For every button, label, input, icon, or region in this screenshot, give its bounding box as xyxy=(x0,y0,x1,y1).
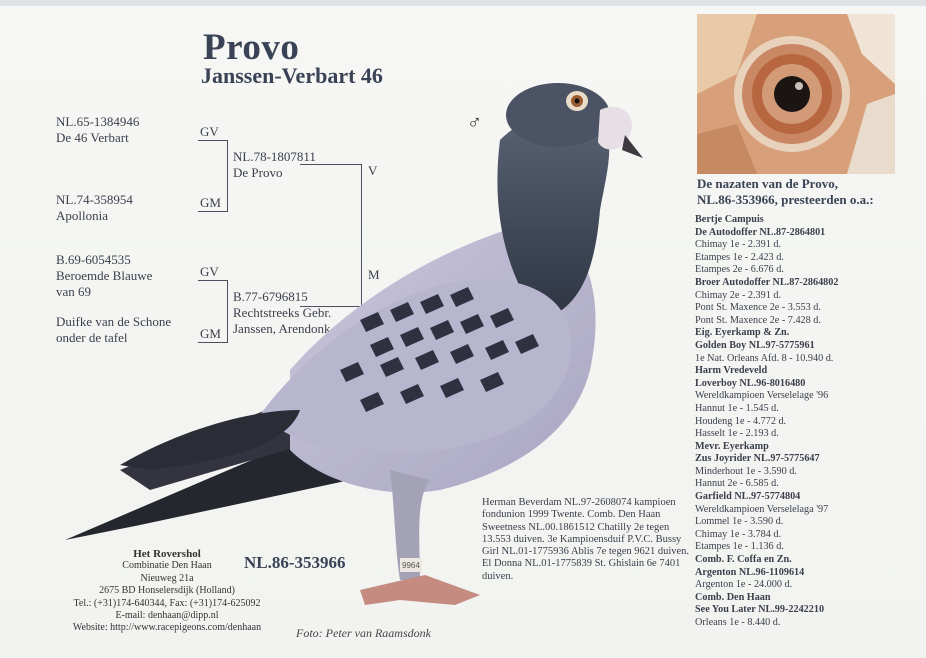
offspring-line: Wereldkampioen Verselelaga '97 xyxy=(695,503,829,515)
offspring-line: Hasselt 1e - 2.193 d. xyxy=(695,428,779,440)
offspring-line: Minderhout 1e - 3.590 d. xyxy=(695,465,797,477)
breeder-line-2: Nieuweg 21a xyxy=(140,572,194,584)
offspring-line: De Autodoffer NL.87-2864801 xyxy=(695,226,826,238)
breeder-line-3: 2675 BD Honselersdijk (Holland) xyxy=(99,585,235,597)
offspring-line: Garfield NL.97-5774804 xyxy=(695,491,801,503)
gv-tag-1: GV xyxy=(200,124,219,139)
father-ring: NL.78-1807811 xyxy=(233,149,316,164)
ring-number: NL.86-353966 xyxy=(244,553,346,572)
eye-pupil xyxy=(575,99,580,104)
photo-credit: Foto: Peter van Raamsdonk xyxy=(296,626,431,640)
offspring-line: Etampes 1e - 2.423 d. xyxy=(695,251,784,263)
offspring-line: Pont St. Maxence 2e - 3.553 d. xyxy=(695,302,821,314)
gm-tag-1: GM xyxy=(200,195,221,210)
mother-line-2: Janssen, Arendonk xyxy=(233,321,331,336)
top-border xyxy=(0,0,926,6)
grandfather-2-name-1: Beroemde Blauwe xyxy=(56,268,153,283)
offspring-line: Lommel 1e - 3.590 d. xyxy=(695,516,784,528)
gv-tag-2: GV xyxy=(200,264,219,279)
offspring-line: Comb. Den Haan xyxy=(695,591,771,603)
foot-shape xyxy=(360,575,480,605)
grandfather-2-ring: B.69-6054535 xyxy=(56,252,131,267)
offspring-line: Pont St. Maxence 2e - 7.428 d. xyxy=(695,314,821,326)
offspring-line: Golden Boy NL.97-5775961 xyxy=(695,339,815,351)
offspring-line: Mevr. Eyerkamp xyxy=(695,440,769,452)
breeder-line-5: E-mail: denhaan@dipp.nl xyxy=(115,610,219,622)
grandfather-1-ring: NL.65-1384946 xyxy=(56,114,140,129)
offspring-list xyxy=(695,214,915,630)
offspring-line: Etampes 2e - 6.676 d. xyxy=(695,264,784,276)
offspring-line: Argenton 1e - 24.000 d. xyxy=(695,579,793,591)
offspring-heading-2: NL.86-353966, presteerden o.a.: xyxy=(697,192,874,207)
offspring-line: Zus Joyrider NL.97-5775647 xyxy=(695,453,820,465)
eye-image xyxy=(697,14,895,174)
breeder-line-1: Combinatie Den Haan xyxy=(122,560,212,572)
breeder-line-4: Tel.: (+31)174-640344, Fax: (+31)174-625092 xyxy=(73,597,261,609)
offspring-line: Chimay 2e - 2.391 d. xyxy=(695,289,782,301)
breeder-block xyxy=(56,548,278,635)
grandfather-1-name: De 46 Verbart xyxy=(56,130,129,145)
grandmother-2-name-1: Duifke van de Schone xyxy=(56,314,172,329)
leg-band-text: 9964 xyxy=(402,561,420,570)
story-text: Herman Beverdam NL.97-2608074 kampioen fondunion 1999 Twente. Comb. Den Haan Sweetness NL.00.1861512 Chatilly 2e tegen 13.553 duiven. 3e Kampioensduif P.V.C. Bussy Girl NL.01-1775936 Ablis 7e tegen 9621 duiven. El Donna NL.01-1775839 St. Ghislain 6e 7401 duiven. xyxy=(482,497,690,582)
offspring-line: Harm Vredeveld xyxy=(695,365,768,377)
offspring-line: Chimay 1e - 2.391 d. xyxy=(695,239,782,251)
offspring-heading xyxy=(697,176,874,208)
offspring-line: Bertje Campuis xyxy=(695,214,764,225)
gm-tag-2: GM xyxy=(200,326,221,341)
offspring-heading-1: De nazaten van de Provo, xyxy=(697,176,838,191)
mother-ring: B.77-6796815 xyxy=(233,289,308,304)
offspring-line: 1e Nat. Orleans Afd. 8 - 10.940 d. xyxy=(695,352,834,364)
page-subtitle: Janssen-Verbart 46 xyxy=(201,63,383,88)
offspring-line: See You Later NL.99-2242210 xyxy=(695,604,825,616)
mother-line-1: Rechtstreeks Gebr. xyxy=(233,305,332,320)
offspring-line: Hannut 2e - 6.585 d. xyxy=(695,478,779,490)
head-shape xyxy=(506,83,610,147)
grandmother-1-name: Apollonia xyxy=(56,208,108,223)
v-tag: V xyxy=(368,163,378,178)
offspring-line: Hannut 1e - 1.545 d. xyxy=(695,402,779,414)
offspring-line: Eig. Eyerkamp & Zn. xyxy=(695,327,790,339)
grandmother-2-name-2: onder de tafel xyxy=(56,330,128,345)
offspring-line: Loverboy NL.96-8016480 xyxy=(695,377,806,389)
page-title: Provo xyxy=(203,27,300,68)
breeder-line-6: Website: http://www.racepigeons.com/denhaan xyxy=(72,622,262,634)
offspring-line: Houdeng 1e - 4.772 d. xyxy=(695,415,787,427)
m-tag: M xyxy=(368,267,380,282)
offspring-line: Chimay 1e - 3.784 d. xyxy=(695,528,782,540)
offspring-line: Comb. F. Coffa en Zn. xyxy=(695,554,792,566)
offspring-line: Wereldkampioen Verselelage '96 xyxy=(695,390,829,402)
offspring-line: Broer Autodoffer NL.87-2864802 xyxy=(695,276,839,288)
male-symbol-icon: ♂ xyxy=(467,112,482,134)
breeder-name: Het Rovershol xyxy=(133,548,201,560)
grandfather-2-name-2: van 69 xyxy=(56,284,92,299)
offspring-line: Etampes 1e - 1.136 d. xyxy=(695,541,784,553)
eye-photo xyxy=(697,14,895,174)
beak-shape xyxy=(622,135,643,158)
offspring-line: Orleans 1e - 8.440 d. xyxy=(695,617,781,628)
father-name: De Provo xyxy=(233,165,283,180)
grandmother-1-ring: NL.74-358954 xyxy=(56,192,133,207)
offspring-line: Argenton NL.96-1109614 xyxy=(695,566,805,578)
